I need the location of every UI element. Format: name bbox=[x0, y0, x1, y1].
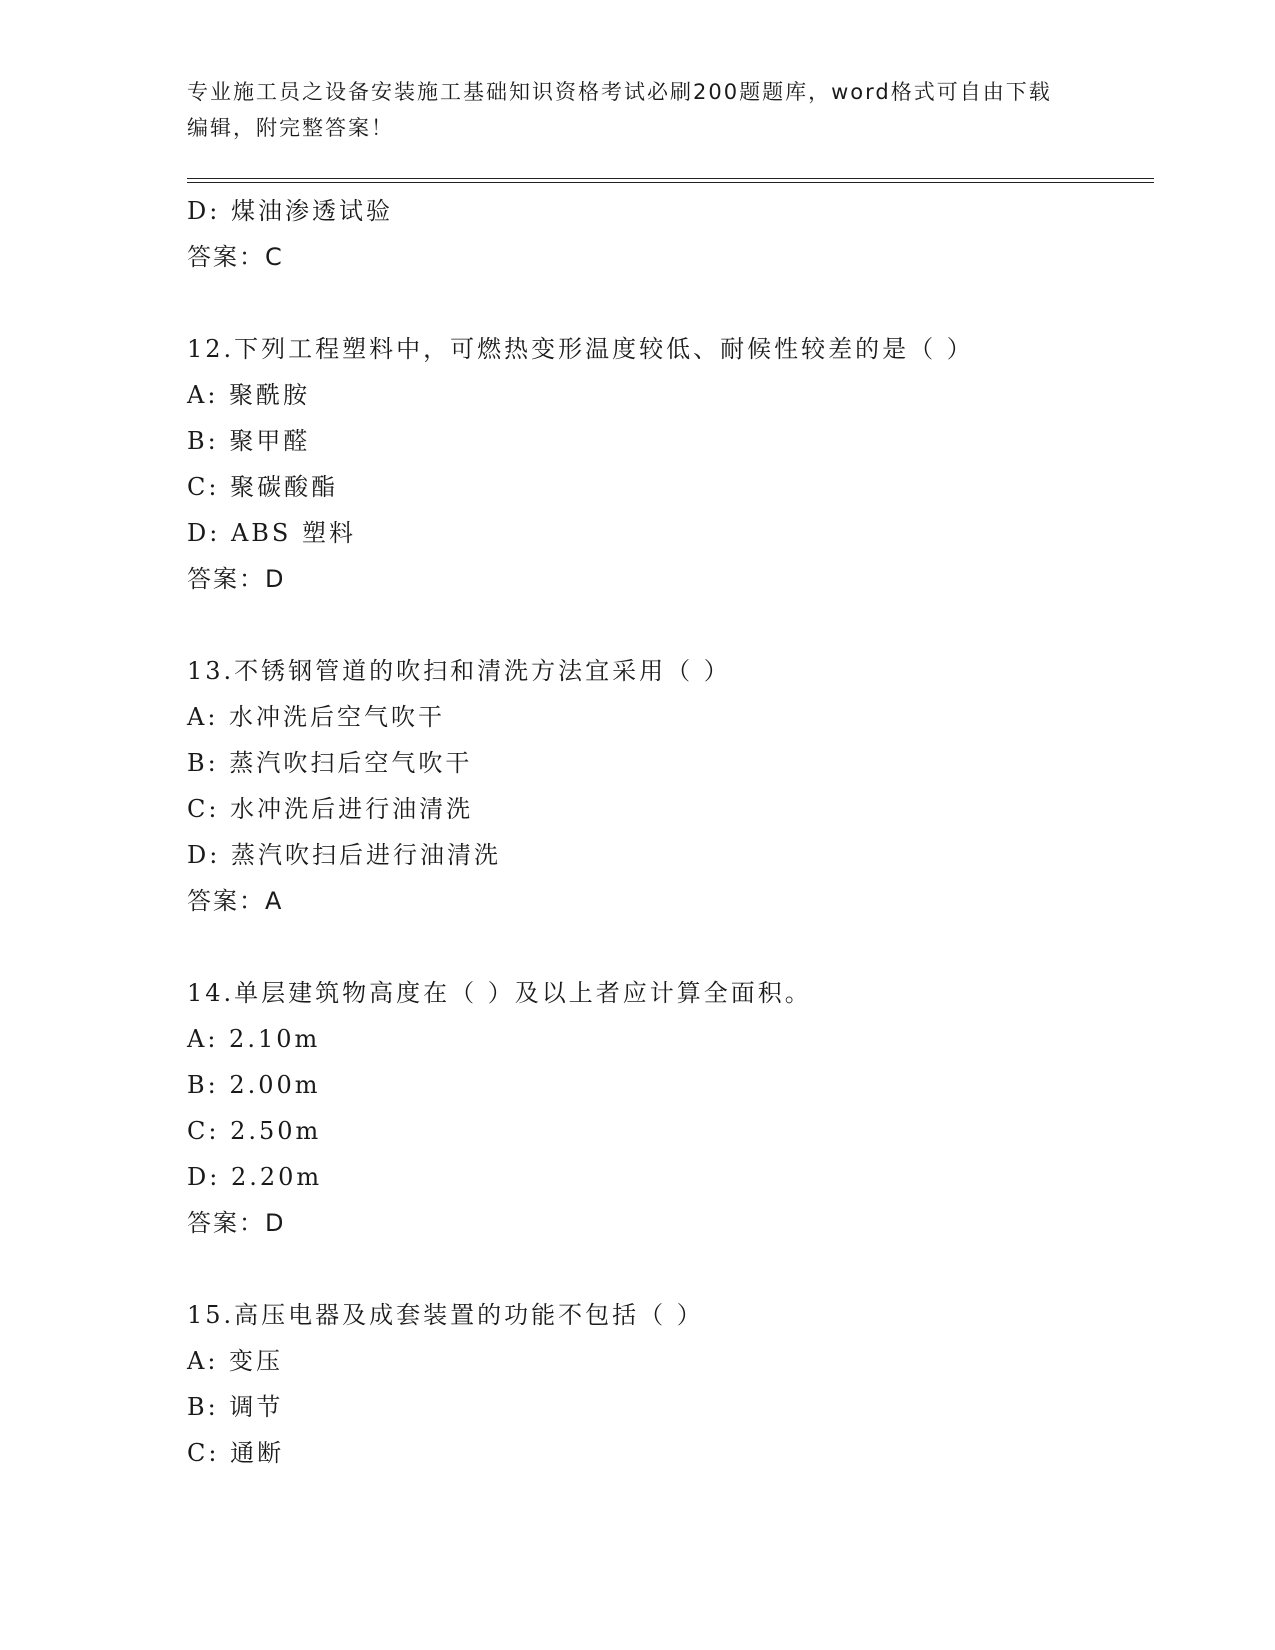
question-15 bbox=[187, 1292, 1154, 1476]
question-stem: 15.高压电器及成套装置的功能不包括（ ） bbox=[187, 1301, 704, 1329]
option-b: B: 调节 bbox=[187, 1393, 284, 1421]
answer-label: 答案：C bbox=[187, 243, 284, 271]
option-c: C: 通断 bbox=[187, 1439, 285, 1467]
question-stem: 14.单层建筑物高度在（ ）及以上者应计算全面积。 bbox=[187, 979, 812, 1007]
option-a: A: 2.10m bbox=[187, 1025, 321, 1053]
question-13 bbox=[187, 648, 1154, 924]
option-d: D: ABS 塑料 bbox=[187, 519, 356, 547]
answer-label: 答案：A bbox=[187, 887, 284, 915]
option-c: C: 2.50m bbox=[187, 1117, 322, 1145]
option-a: A: 水冲洗后空气吹干 bbox=[187, 703, 446, 731]
option-b: B: 蒸汽吹扫后空气吹干 bbox=[187, 749, 473, 777]
option-a: A: 变压 bbox=[187, 1347, 284, 1375]
option-b: B: 聚甲醛 bbox=[187, 427, 311, 455]
question-stem: 12.下列工程塑料中，可燃热变形温度较低、耐候性较差的是（ ） bbox=[187, 335, 974, 363]
header-divider bbox=[187, 178, 1154, 183]
option-b: B: 2.00m bbox=[187, 1071, 321, 1099]
option-c: C: 聚碳酸酯 bbox=[187, 473, 339, 501]
option-c: C: 水冲洗后进行油清洗 bbox=[187, 795, 474, 823]
question-12 bbox=[187, 326, 1154, 602]
answer-label: 答案：D bbox=[187, 565, 286, 593]
document-header: 专业施工员之设备安装施工基础知识资格考试必刷200题题库，word格式可自由下载编辑，附完整答案！ bbox=[187, 80, 1052, 140]
question-stem: 13.不锈钢管道的吹扫和清洗方法宜采用（ ） bbox=[187, 657, 731, 685]
option-d: D: 2.20m bbox=[187, 1163, 323, 1191]
option-d: D: 蒸汽吹扫后进行油清洗 bbox=[187, 841, 501, 869]
answer-label: 答案：D bbox=[187, 1209, 286, 1237]
spacer bbox=[187, 602, 1154, 648]
option-d: D: 煤油渗透试验 bbox=[187, 197, 393, 225]
question-list bbox=[187, 188, 1154, 1476]
spacer bbox=[187, 924, 1154, 970]
question-14 bbox=[187, 970, 1154, 1246]
spacer bbox=[187, 280, 1154, 326]
question-11-tail bbox=[187, 188, 1154, 280]
option-a: A: 聚酰胺 bbox=[187, 381, 311, 409]
spacer bbox=[187, 1246, 1154, 1292]
